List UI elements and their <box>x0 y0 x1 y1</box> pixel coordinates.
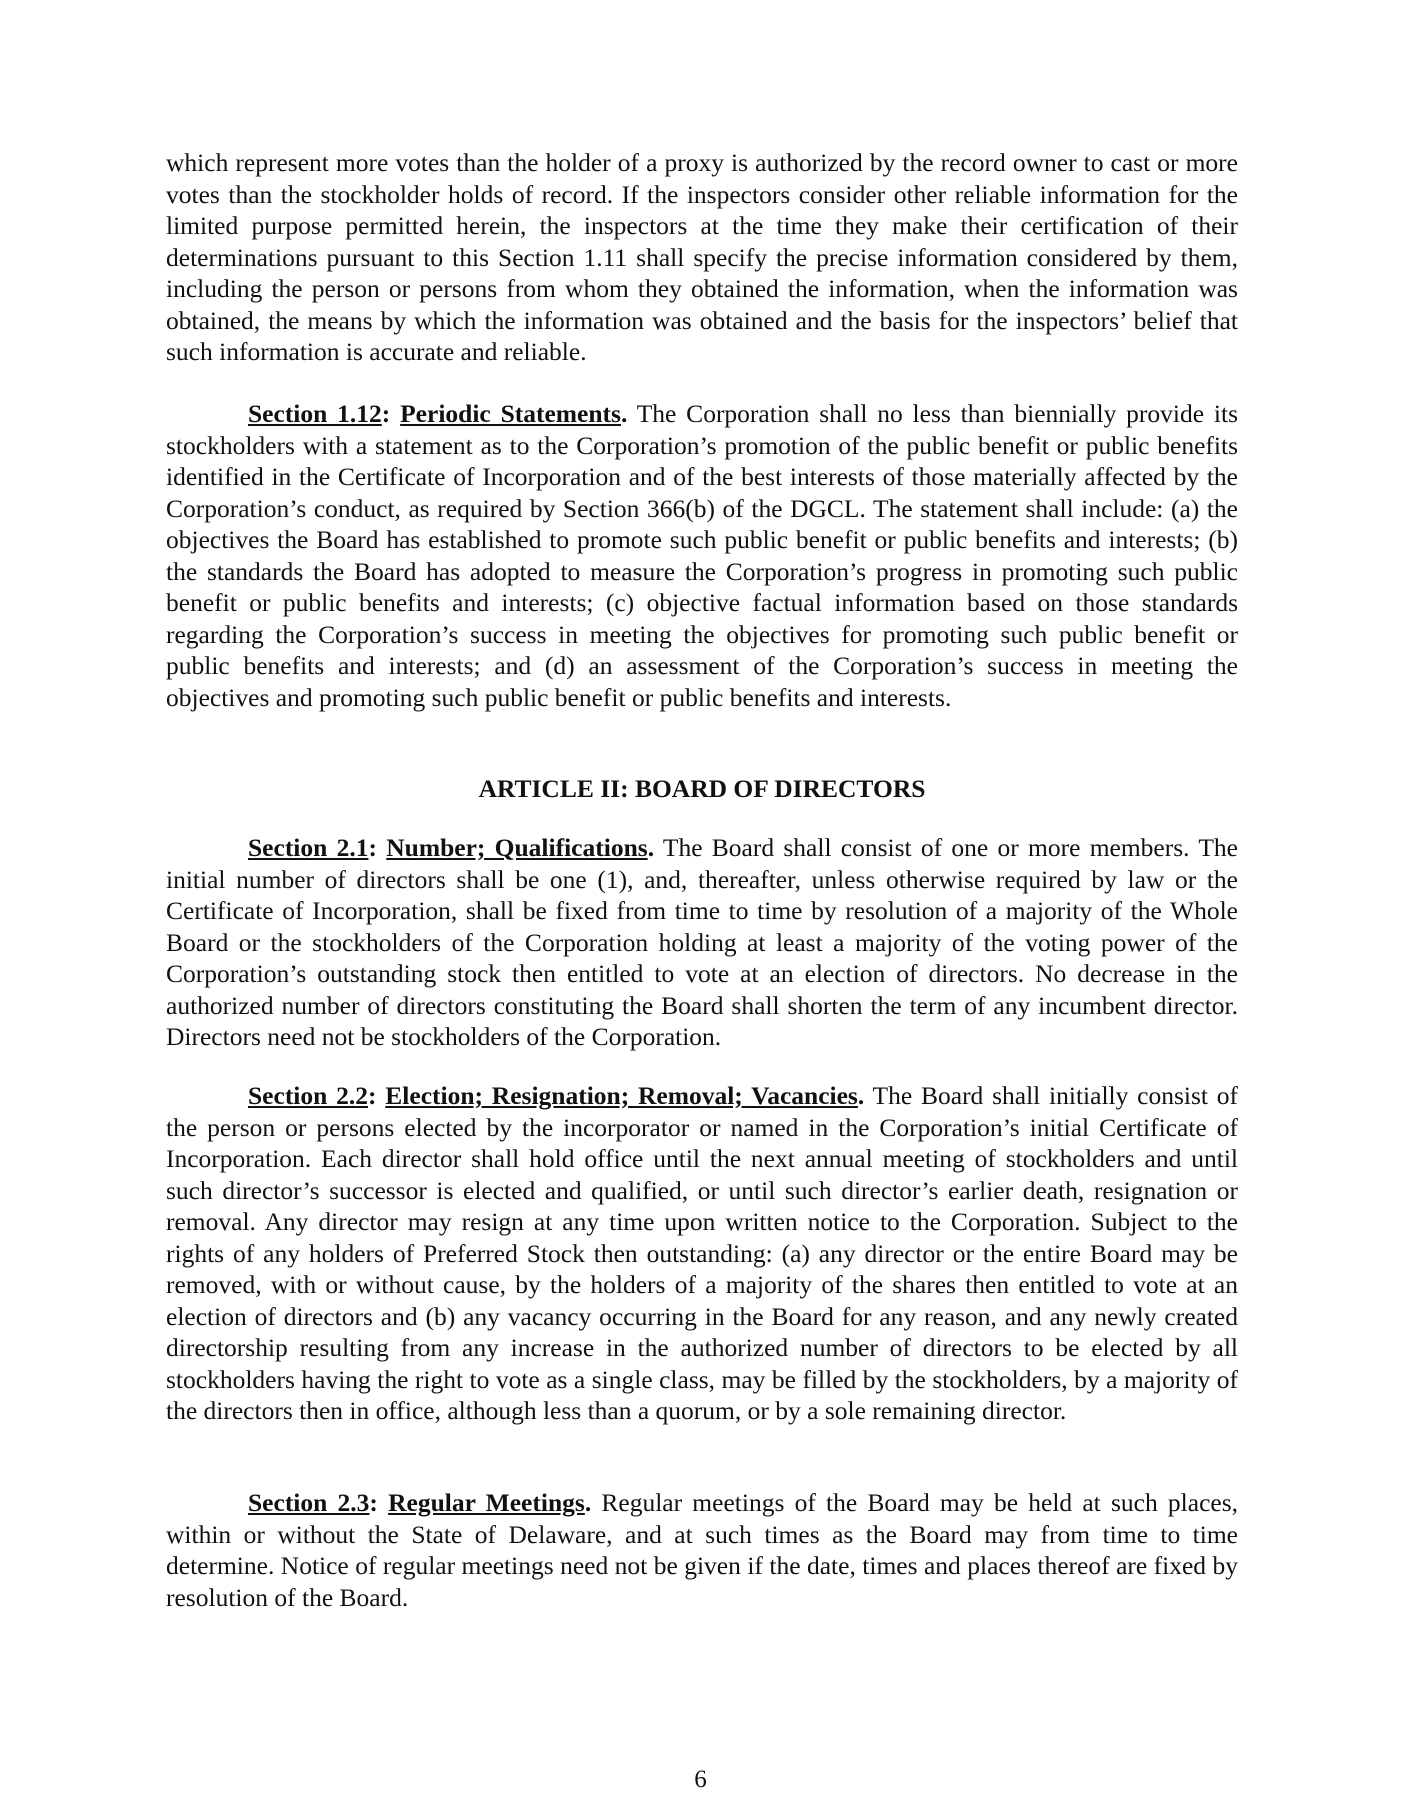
section-2-1: Section 2.1: Number; Qualifications. The Board shall consist of one or more members. The initial number of directors shall be one (1), and, thereafter, unless otherwise required by law or the Certificate of Incorporation, shall be fixed from time to time by resolution of a majority of the Whole Board or the stockholders of the Corporation holding at least a majority of the voting power of the Corporation’s outstanding stock then entitled to vote at an election of directors. No decrease in the authorized number of directors constituting the Board shall shorten the term of any incumbent director. Directors need not be stockholders of the Corporation. <box>166 833 1238 1051</box>
section-title: Number; Qualifications <box>386 833 648 862</box>
section-body: The Corporation shall no less than biennially provide its stockholders with a statement as to the Corporation’s promotion of the public benefit or public benefits identified in the Certificate of Incorporation and of the best interests of those materially affected by the Corporation’s conduct, as required by Section 366(b) of the DGCL. The statement shall include: (a) the objectives the Board has established to promote such public benefit or public benefits and interests; (b) the standards the Board has adopted to measure the Corporation’s progress in promoting such public benefit or public benefits and interests; (c) objective factual information based on those standards regarding the Corporation’s success in meeting the objectives for promoting such public benefit or public benefits and interests; and (d) an assessment of the Corporation’s success in meeting the objectives and promoting such public benefit or public benefits and interests. <box>166 399 1238 712</box>
section-number: Section 2.1 <box>248 833 369 862</box>
section-body: Regular meetings of the Board may be held at such places, within or without the State of Delaware, and at such times as the Board may from time to time determine. Notice of regular meetings need not be given if the date, times and places thereof are fixed by resolution of the Board. <box>166 1488 1239 1612</box>
section-title: Periodic Statements <box>400 399 621 428</box>
section-2-3: Section 2.3: Regular Meetings. Regular meetings of the Board may be held at such places, within or without the State of Delaware, and at such times as the Board may from time to time determine. Notice of regular meetings need not be given if the date, times and places thereof are fixed by resolution of the Board. <box>166 1488 1239 1612</box>
page-number: 6 <box>694 1766 707 1793</box>
section-title: Regular Meetings <box>388 1488 585 1517</box>
section-2-2: Section 2.2: Election; Resignation; Removal; Vacancies. The Board shall initially consist of the person or persons elected by the incorporator or named in the Corporation’s initial Certificate of Incorporation. Each director shall hold office until the next annual meeting of stockholders and until such director’s successor is elected and qualified, or until such director’s earlier death, resignation or removal. Any director may resign at any time upon written notice to the Corporation. Subject to the rights of any holders of Preferred Stock then outstanding: (a) any director or the entire Board may be removed, with or without cause, by the holders of a majority of the shares then entitled to vote at an election of directors and (b) any vacancy occurring in the Board for any reason, and any newly created directorship resulting from any increase in the authorized number of directors to be elected by all stockholders having the right to vote as a single class, may be filled by the stockholders, by a majority of the directors then in office, although less than a quorum, or by a sole remaining director. <box>166 1081 1239 1425</box>
section-number: Section 2.2 <box>248 1081 368 1110</box>
section-1-12: Section 1.12: Periodic Statements. The Corporation shall no less than biennially provide its stockholders with a statement as to the Corporation’s promotion of the public benefit or public benefits identified in the Certificate of Incorporation and of the best interests of those materially affected by the Corporation’s conduct, as required by Section 366(b) of the DGCL. The statement shall include: (a) the objectives the Board has established to promote such public benefit or public benefits and interests; (b) the standards the Board has adopted to measure the Corporation’s progress in promoting such public benefit or public benefits and interests; (c) objective factual information based on those standards regarding the Corporation’s success in meeting the objectives for promoting such public benefit or public benefits and interests; and (d) an assessment of the Corporation’s success in meeting the objectives and promoting such public benefit or public benefits and interests. <box>166 399 1238 712</box>
section-body: The Board shall initially consist of the person or persons elected by the incorporator or named in the Corporation’s initial Certificate of Incorporation. Each director shall hold office until the next annual meeting of stockholders and until such director’s successor is elected and qualified, or until such director’s earlier death, resignation or removal. Any director may resign at any time upon written notice to the Corporation. Subject to the rights of any holders of Preferred Stock then outstanding: (a) any director or the entire Board may be removed, with or without cause, by the holders of a majority of the shares then entitled to vote at an election of directors and (b) any vacancy occurring in the Board for any reason, and any newly created directorship resulting from any increase in the authorized number of directors to be elected by all stockholders having the right to vote as a single class, may be filled by the stockholders, by a majority of the directors then in office, although less than a quorum, or by a sole remaining director. <box>166 1081 1239 1425</box>
paragraph-continuation <box>166 147 1238 368</box>
section-body: The Board shall consist of one or more members. The initial number of directors shall be one (1), and, thereafter, unless otherwise required by law or the Certificate of Incorporation, shall be fixed from time to time by resolution of a majority of the Whole Board or the stockholders of the Corporation holding at least a majority of the voting power of the Corporation’s outstanding stock then entitled to vote at an election of directors. No decrease in the authorized number of directors constituting the Board shall shorten the term of any incumbent director. Directors need not be stockholders of the Corporation. <box>166 833 1238 1051</box>
paragraph-text: which represent more votes than the holder of a proxy is authorized by the record owner to cast or more votes than the stockholder holds of record. If the inspectors consider other reliable information for the limited purpose permitted herein, the inspectors at the time they make their certification of their determinations pursuant to this Section 1.11 shall specify the precise information considered by them, including the person or persons from whom they obtained the information, when the information was obtained, the means by which the information was obtained and the basis for the inspectors’ belief that such information is accurate and reliable. <box>166 148 1238 366</box>
section-number: Section 2.3 <box>248 1488 370 1517</box>
article-heading: ARTICLE II: BOARD OF DIRECTORS <box>478 774 926 803</box>
section-number: Section 1.12 <box>248 399 382 428</box>
section-title: Election; Resignation; Removal; Vacancies <box>385 1081 858 1110</box>
